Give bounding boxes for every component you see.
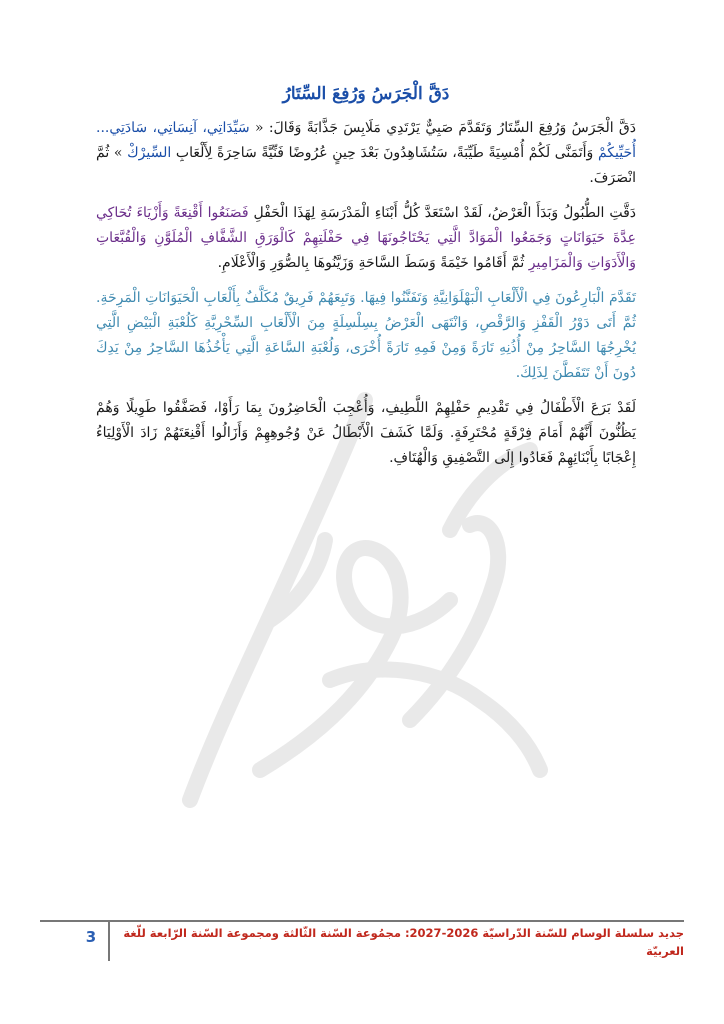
paragraph-2 — [96, 201, 636, 276]
paragraph-1-circus-word: السِّيرْكْ — [127, 145, 172, 161]
page-number: 3 — [85, 928, 97, 946]
paragraph-3: تَقَدَّمَ الْبَارِعُونَ فِي الْأَلْعَابِ الْبَهْلَوَانِيَّةِ وَتَفَنَّنُوا فِيهَا. وَتَبِعَهُمْ فَرِيقٌ مُكَلَّفٌ بِأَلْعَابِ الْحَيَوَانَاتِ الْمَرِحَةِ. ثُمَّ أَتَى دَوْرُ الْقَفْزِ وَالرَّقْصِ، وَانْتَهَى الْعَرْضُ بِسِلْسِلَةٍ مِنَ الْأَلْعَابِ السِّحْرِيَّةِ كَلُعْبَةِ الْبَيْضِ الَّتِي يُخْرِجُهَا السَّاحِرُ مِنْ أُذُنِهِ تَارَةً وَمِنْ فَمِهِ تَارَةً أُخْرَى، وَلُعْبَةِ السَّاعَةِ الَّتِي يَأْخُذُهَا السَّاحِرُ مِنْ يَدِكَ دُونَ أَنْ تَتَفَطَّنَ لِذَلِكَ. — [96, 290, 636, 381]
article-title: دَقَّ الْجَرَسُ وَرُفِعَ السِّتَارُ — [282, 84, 450, 104]
paragraph-2-intro: دَقَّتِ الطُّبُولُ وَبَدَأَ الْعَرْضُ، لَقَدْ اسْتَعَدَّ كُلُّ أَبْنَاءِ الْمَدْرَسَةِ لِهَذَا الْحَفْلِ — [253, 205, 636, 221]
paragraph-1-ending: » ثُمَّ انْصَرَفَ. — [96, 145, 636, 186]
paragraph-2-preparations: فَصَنَعُوا أَقْنِعَةً وَأَزْيَاءَ تُحَاكِي عِدَّةَ حَيَوَانَاتٍ وَجَمَعُوا الْمَوَادَّ الَّتِي يَحْتَاجُونَهَا فِي حَفْلَتِهِمْ كَالْوَرَقِ الشَّفَّافِ الْمُلَوَّنِ وَالْقُبَّعَاتِ وَالْأَدَوَاتِ وَالْمَزَامِيرِ — [96, 205, 636, 271]
paragraph-1-greeting: سَيِّدَاتِي، آنِسَاتِي، سَادَتِي... أُحَيِّيكُمْ — [96, 120, 636, 161]
paragraph-1 — [96, 116, 636, 191]
article — [96, 80, 636, 481]
footer-divider — [40, 920, 684, 922]
footer-separator — [108, 921, 110, 961]
footer-series-title: جديد سلسلة الوسام للسّنة الدّراسيّة 2026-2027: مجمُوعة السّنة الثّالثة ومجموعة السّنة الرّابعة للّغة العربيّة — [123, 926, 684, 958]
paragraph-4: لَقَدْ بَرَعَ الْأَطْفَالُ فِي تَقْدِيمِ حَفْلِهِمْ اللَّطِيفِ، وَأُعْجِبَ الْحَاضِرُونَ بِمَا رَأَوْا، فَصَفَّقُوا طَوِيلًا وَهُمْ يَظُنُّونَ أَنَّهُمْ أَمَامَ فِرْقَةٍ مُحْتَرِفَةٍ. وَلَمَّا كَشَفَ الْأَبْطَالُ عَنْ وُجُوهِهِمْ وَأَزَالُوا أَقْنِعَتَهُمْ زَادَ الْأَوْلِيَاءُ إِعْجَابًا بِأَبْنَائِهِمْ فَعَادُوا إِلَى التَّصْفِيقِ وَالْهُتَافِ. — [96, 400, 636, 466]
paragraph-2-ending: ثُمَّ أَقَامُوا خَيْمَةً وَسَطَ السَّاحَةِ وَزَيَّنُوهَا بِالصُّوَرِ وَالْأَعْلَامِ. — [217, 255, 525, 271]
paragraph-1-intro: دَقَّ الْجَرَسُ وَرُفِعَ السِّتَارُ وَتَقَدَّمَ صَبِيٌّ يَرْتَدِي مَلَابِسَ جَذَّابَةً وَقَالَ: « — [254, 120, 637, 136]
paragraph-1-wish: وَأَتَمَنَّى لَكُمْ أُمْسِيَةً طَيِّبَةً، سَتُشَاهِدُونَ بَعْدَ حِينٍ عُرُوضًا فَنِّيَّةً سَاحِرَةً لِأَلْعَابِ — [175, 145, 594, 161]
